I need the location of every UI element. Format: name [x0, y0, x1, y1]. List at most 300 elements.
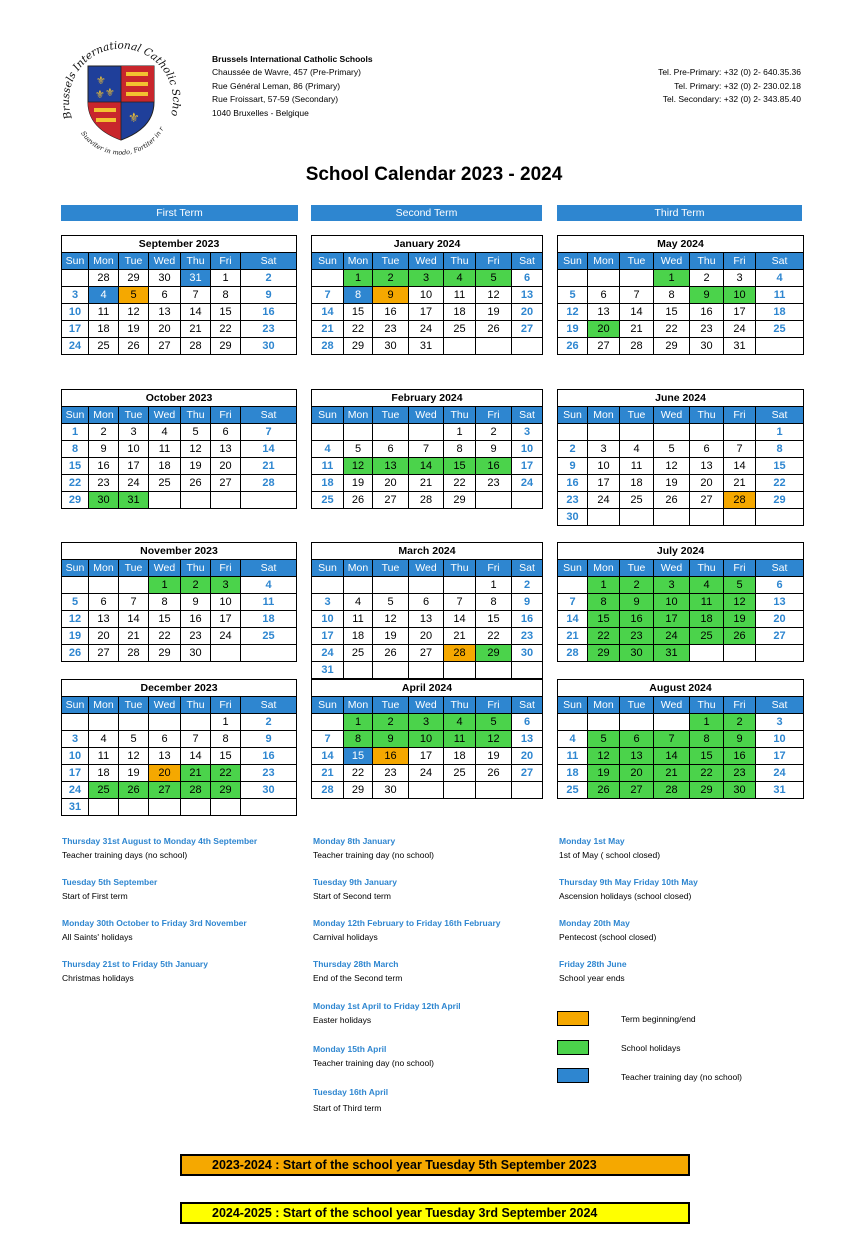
- day-cell: 1: [344, 714, 373, 731]
- day-cell: 26: [62, 645, 89, 662]
- day-cell: 14: [724, 458, 756, 475]
- day-cell: 28: [409, 492, 444, 509]
- day-cell: 12: [119, 304, 149, 321]
- day-cell: 2: [89, 424, 119, 441]
- day-name: Sat: [512, 407, 543, 424]
- day-name: Fri: [211, 253, 241, 270]
- day-cell: 13: [690, 458, 724, 475]
- event-date: Thursday 28th March: [313, 959, 399, 969]
- day-cell: 10: [312, 611, 344, 628]
- month-title: December 2023: [62, 680, 297, 697]
- month-title: April 2024: [312, 680, 543, 697]
- day-cell: 28: [444, 645, 476, 662]
- day-cell: 24: [756, 765, 804, 782]
- day-cell: 3: [62, 287, 89, 304]
- day-cell: 24: [588, 492, 620, 509]
- day-name: Wed: [149, 560, 181, 577]
- day-cell: 6: [620, 731, 654, 748]
- day-cell: 31: [756, 782, 804, 799]
- day-cell: 1: [756, 424, 804, 441]
- day-cell: 14: [444, 611, 476, 628]
- day-cell: [444, 782, 476, 799]
- day-cell: 8: [588, 594, 620, 611]
- day-cell: 11: [690, 594, 724, 611]
- day-cell: 14: [119, 611, 149, 628]
- day-cell: 25: [89, 338, 119, 355]
- day-cell: 22: [756, 475, 804, 492]
- day-name: Sat: [241, 697, 297, 714]
- day-cell: 29: [654, 338, 690, 355]
- address-line: 1040 Bruxelles - Belgique: [212, 108, 309, 119]
- day-name: Wed: [654, 407, 690, 424]
- event-entry: [559, 916, 656, 944]
- month-table: [61, 542, 297, 662]
- day-cell: [476, 782, 512, 799]
- day-cell: [89, 714, 119, 731]
- day-cell: [512, 662, 543, 679]
- day-name: Wed: [149, 697, 181, 714]
- day-cell: 16: [373, 748, 409, 765]
- day-cell: 10: [409, 731, 444, 748]
- day-cell: 9: [373, 287, 409, 304]
- day-cell: 5: [344, 441, 373, 458]
- event-entry: [313, 957, 402, 985]
- day-cell: [89, 799, 119, 816]
- day-cell: 4: [312, 441, 344, 458]
- day-cell: 21: [654, 765, 690, 782]
- day-name: Thu: [690, 560, 724, 577]
- month-table: [311, 679, 543, 799]
- day-name: Fri: [476, 697, 512, 714]
- day-cell: 28: [119, 645, 149, 662]
- day-cell: 24: [512, 475, 543, 492]
- day-cell: 7: [312, 287, 344, 304]
- event-text: Christmas holidays: [62, 973, 134, 983]
- day-cell: 10: [62, 748, 89, 765]
- day-cell: 28: [312, 338, 344, 355]
- day-cell: [344, 577, 373, 594]
- day-cell: 24: [724, 321, 756, 338]
- day-name: Mon: [588, 253, 620, 270]
- day-cell: 13: [512, 731, 543, 748]
- day-name: Mon: [89, 407, 119, 424]
- day-cell: 30: [149, 270, 181, 287]
- day-cell: 23: [724, 765, 756, 782]
- day-name: Fri: [476, 560, 512, 577]
- day-cell: [373, 577, 409, 594]
- day-cell: 23: [373, 765, 409, 782]
- day-cell: 22: [344, 765, 373, 782]
- day-cell: 19: [588, 765, 620, 782]
- day-cell: 24: [654, 628, 690, 645]
- day-name: Thu: [690, 697, 724, 714]
- event-text: School year ends: [559, 973, 625, 983]
- day-cell: 16: [620, 611, 654, 628]
- legend-swatch-training: [557, 1068, 589, 1083]
- day-name: Sun: [312, 560, 344, 577]
- day-cell: [241, 799, 297, 816]
- day-name: Mon: [89, 560, 119, 577]
- day-cell: 6: [149, 731, 181, 748]
- day-cell: 2: [690, 270, 724, 287]
- day-cell: 5: [62, 594, 89, 611]
- day-cell: 1: [654, 270, 690, 287]
- day-cell: 1: [444, 424, 476, 441]
- day-cell: 15: [149, 611, 181, 628]
- day-cell: 23: [181, 628, 211, 645]
- event-entry: [313, 1084, 388, 1116]
- day-cell: 7: [558, 594, 588, 611]
- month-title: January 2024: [312, 236, 543, 253]
- day-cell: 23: [512, 628, 543, 645]
- day-cell: [588, 714, 620, 731]
- day-cell: 16: [512, 611, 543, 628]
- day-name: Mon: [344, 560, 373, 577]
- day-cell: 3: [588, 441, 620, 458]
- day-cell: 13: [149, 304, 181, 321]
- day-cell: 27: [89, 645, 119, 662]
- day-name: Mon: [344, 407, 373, 424]
- day-cell: 22: [211, 765, 241, 782]
- day-cell: 31: [181, 270, 211, 287]
- day-cell: 9: [620, 594, 654, 611]
- day-cell: 11: [89, 748, 119, 765]
- month-table: [61, 679, 297, 816]
- day-cell: 20: [512, 304, 543, 321]
- day-cell: 10: [409, 287, 444, 304]
- day-cell: [312, 714, 344, 731]
- day-cell: 1: [62, 424, 89, 441]
- day-cell: 17: [756, 748, 804, 765]
- day-cell: 3: [62, 731, 89, 748]
- day-cell: 26: [588, 782, 620, 799]
- day-cell: 30: [724, 782, 756, 799]
- day-cell: 15: [476, 611, 512, 628]
- day-name: Tue: [373, 697, 409, 714]
- day-name: Wed: [149, 253, 181, 270]
- day-cell: 14: [312, 304, 344, 321]
- day-cell: 17: [512, 458, 543, 475]
- day-cell: 4: [558, 731, 588, 748]
- day-cell: 18: [149, 458, 181, 475]
- day-cell: 28: [620, 338, 654, 355]
- day-cell: 26: [119, 338, 149, 355]
- day-cell: 3: [211, 577, 241, 594]
- day-cell: 29: [211, 782, 241, 799]
- day-name: Sat: [241, 253, 297, 270]
- day-name: Sun: [62, 407, 89, 424]
- day-cell: [409, 782, 444, 799]
- day-cell: 22: [211, 321, 241, 338]
- day-cell: 29: [62, 492, 89, 509]
- day-cell: 8: [211, 287, 241, 304]
- day-cell: 18: [690, 611, 724, 628]
- day-cell: [654, 424, 690, 441]
- day-cell: 22: [588, 628, 620, 645]
- day-cell: 25: [690, 628, 724, 645]
- day-cell: 21: [724, 475, 756, 492]
- day-cell: 8: [690, 731, 724, 748]
- day-cell: 19: [476, 304, 512, 321]
- day-name: Wed: [409, 253, 444, 270]
- day-cell: 21: [241, 458, 297, 475]
- day-cell: 20: [89, 628, 119, 645]
- day-name: Sun: [312, 253, 344, 270]
- day-cell: 13: [149, 748, 181, 765]
- day-name: Mon: [89, 253, 119, 270]
- day-cell: 30: [512, 645, 543, 662]
- day-cell: 31: [724, 338, 756, 355]
- day-cell: 27: [588, 338, 620, 355]
- day-cell: 11: [620, 458, 654, 475]
- month-table: [557, 679, 804, 799]
- day-cell: 17: [588, 475, 620, 492]
- day-cell: 2: [512, 577, 543, 594]
- legend-label: Term beginning/end: [621, 1014, 696, 1024]
- month-title: November 2023: [62, 543, 297, 560]
- day-cell: 29: [149, 645, 181, 662]
- day-cell: 18: [444, 748, 476, 765]
- day-cell: 29: [211, 338, 241, 355]
- day-cell: 29: [588, 645, 620, 662]
- day-cell: 15: [756, 458, 804, 475]
- day-cell: 19: [373, 628, 409, 645]
- day-cell: [756, 509, 804, 526]
- day-cell: 27: [620, 782, 654, 799]
- event-entry: [559, 957, 627, 985]
- day-name: Sat: [756, 407, 804, 424]
- day-cell: [558, 424, 588, 441]
- day-cell: 1: [476, 577, 512, 594]
- day-name: Mon: [344, 253, 373, 270]
- day-cell: 23: [690, 321, 724, 338]
- day-cell: 25: [444, 321, 476, 338]
- day-cell: 3: [724, 270, 756, 287]
- month-table: [557, 542, 804, 662]
- day-cell: 11: [558, 748, 588, 765]
- day-cell: [756, 338, 804, 355]
- day-name: Tue: [119, 253, 149, 270]
- day-cell: 10: [588, 458, 620, 475]
- day-cell: 6: [756, 577, 804, 594]
- day-cell: 27: [149, 782, 181, 799]
- day-cell: 26: [373, 645, 409, 662]
- day-cell: 17: [409, 304, 444, 321]
- day-name: Fri: [724, 407, 756, 424]
- day-name: Fri: [211, 407, 241, 424]
- day-cell: 18: [756, 304, 804, 321]
- day-cell: [181, 799, 211, 816]
- day-cell: 23: [620, 628, 654, 645]
- day-cell: 2: [373, 270, 409, 287]
- legend-label: School holidays: [621, 1043, 681, 1053]
- event-entry: [559, 875, 698, 903]
- day-cell: 30: [181, 645, 211, 662]
- day-cell: 26: [558, 338, 588, 355]
- day-cell: [690, 509, 724, 526]
- day-cell: 5: [558, 287, 588, 304]
- day-cell: 3: [654, 577, 690, 594]
- day-cell: 24: [409, 765, 444, 782]
- event-date: Monday 15th April: [313, 1044, 387, 1054]
- day-cell: 18: [344, 628, 373, 645]
- day-cell: [690, 424, 724, 441]
- day-cell: 18: [89, 765, 119, 782]
- day-cell: 29: [344, 338, 373, 355]
- day-cell: 12: [588, 748, 620, 765]
- day-cell: 11: [149, 441, 181, 458]
- day-cell: 8: [444, 441, 476, 458]
- day-cell: [620, 714, 654, 731]
- day-cell: [62, 714, 89, 731]
- day-cell: 15: [654, 304, 690, 321]
- day-cell: [476, 338, 512, 355]
- month-table: [61, 389, 297, 509]
- day-cell: 9: [690, 287, 724, 304]
- day-cell: 9: [241, 731, 297, 748]
- day-cell: [62, 270, 89, 287]
- day-cell: [211, 645, 241, 662]
- day-cell: 30: [558, 509, 588, 526]
- event-text: Start of Third term: [313, 1103, 382, 1113]
- day-name: Sat: [756, 560, 804, 577]
- phone-line: Tel. Secondary: +32 (0) 2- 343.85.40: [662, 94, 801, 105]
- day-name: Fri: [724, 560, 756, 577]
- day-cell: [558, 714, 588, 731]
- day-cell: 5: [119, 731, 149, 748]
- day-name: Sun: [312, 697, 344, 714]
- day-cell: 7: [444, 594, 476, 611]
- day-cell: 25: [756, 321, 804, 338]
- day-cell: 16: [373, 304, 409, 321]
- month-title: October 2023: [62, 390, 297, 407]
- day-cell: 21: [620, 321, 654, 338]
- day-cell: 17: [724, 304, 756, 321]
- day-cell: [588, 424, 620, 441]
- day-cell: 29: [476, 645, 512, 662]
- day-name: Wed: [654, 253, 690, 270]
- day-cell: [344, 662, 373, 679]
- day-cell: [241, 645, 297, 662]
- day-cell: 16: [724, 748, 756, 765]
- day-cell: 7: [181, 287, 211, 304]
- day-cell: 26: [654, 492, 690, 509]
- event-text: Carnival holidays: [313, 932, 378, 942]
- day-cell: 28: [654, 782, 690, 799]
- day-cell: 14: [312, 748, 344, 765]
- day-cell: 27: [211, 475, 241, 492]
- event-text: Ascension holidays (school closed): [559, 891, 692, 901]
- day-name: Tue: [620, 560, 654, 577]
- month-title: February 2024: [312, 390, 543, 407]
- day-cell: 30: [241, 338, 297, 355]
- day-name: Sat: [512, 560, 543, 577]
- day-cell: 21: [558, 628, 588, 645]
- day-cell: 24: [409, 321, 444, 338]
- month-title: March 2024: [312, 543, 543, 560]
- day-cell: 29: [756, 492, 804, 509]
- phone-line: Tel. Pre-Primary: +32 (0) 2- 640.35.36: [658, 67, 801, 77]
- day-name: Fri: [211, 697, 241, 714]
- day-cell: 2: [724, 714, 756, 731]
- day-cell: 17: [312, 628, 344, 645]
- day-cell: 18: [312, 475, 344, 492]
- day-cell: 8: [654, 287, 690, 304]
- day-cell: 5: [724, 577, 756, 594]
- day-cell: 11: [89, 304, 119, 321]
- day-cell: 20: [211, 458, 241, 475]
- event-entry: [313, 999, 461, 1027]
- day-cell: [62, 577, 89, 594]
- month-table: [557, 389, 804, 526]
- day-cell: [654, 509, 690, 526]
- day-cell: 17: [62, 321, 89, 338]
- day-cell: 7: [119, 594, 149, 611]
- day-name: Fri: [211, 560, 241, 577]
- event-entry: [62, 875, 157, 903]
- day-cell: 17: [654, 611, 690, 628]
- school-logo: [58, 40, 184, 160]
- day-name: Fri: [724, 253, 756, 270]
- day-cell: 1: [344, 270, 373, 287]
- day-cell: 30: [373, 782, 409, 799]
- day-cell: 15: [444, 458, 476, 475]
- day-cell: 8: [756, 441, 804, 458]
- day-cell: 9: [181, 594, 211, 611]
- day-cell: 7: [181, 731, 211, 748]
- day-name: Wed: [149, 407, 181, 424]
- day-name: Wed: [654, 560, 690, 577]
- day-name: Sun: [558, 253, 588, 270]
- day-cell: 20: [149, 765, 181, 782]
- day-cell: 20: [588, 321, 620, 338]
- day-cell: [724, 645, 756, 662]
- day-name: Sat: [241, 560, 297, 577]
- day-cell: 7: [409, 441, 444, 458]
- day-cell: 8: [149, 594, 181, 611]
- day-cell: 13: [373, 458, 409, 475]
- day-cell: 19: [119, 765, 149, 782]
- day-cell: 28: [89, 270, 119, 287]
- event-text: End of the Second term: [313, 973, 403, 983]
- event-date: Monday 8th January: [313, 836, 396, 846]
- day-cell: [558, 577, 588, 594]
- day-cell: 2: [373, 714, 409, 731]
- event-entry: [313, 1042, 434, 1070]
- day-cell: 9: [558, 458, 588, 475]
- month-title: May 2024: [558, 236, 804, 253]
- day-cell: 14: [654, 748, 690, 765]
- legend-label: Teacher training day (no school): [621, 1072, 742, 1082]
- page-title: School Calendar 2023 - 2024: [305, 164, 563, 185]
- day-cell: [724, 509, 756, 526]
- day-cell: 3: [409, 270, 444, 287]
- day-cell: 30: [241, 782, 297, 799]
- day-cell: 16: [690, 304, 724, 321]
- day-cell: 8: [211, 731, 241, 748]
- day-cell: 21: [181, 765, 211, 782]
- day-name: Tue: [620, 253, 654, 270]
- day-cell: 9: [373, 731, 409, 748]
- day-cell: 5: [181, 424, 211, 441]
- banner-current-year: 2023-2024 : Start of the school year Tuesday 5th September 2023: [180, 1154, 690, 1176]
- day-name: Mon: [588, 560, 620, 577]
- day-cell: 2: [241, 714, 297, 731]
- svg-text:⚜: ⚜: [128, 111, 140, 126]
- day-name: Thu: [444, 253, 476, 270]
- month-title: June 2024: [558, 390, 804, 407]
- day-cell: 21: [444, 628, 476, 645]
